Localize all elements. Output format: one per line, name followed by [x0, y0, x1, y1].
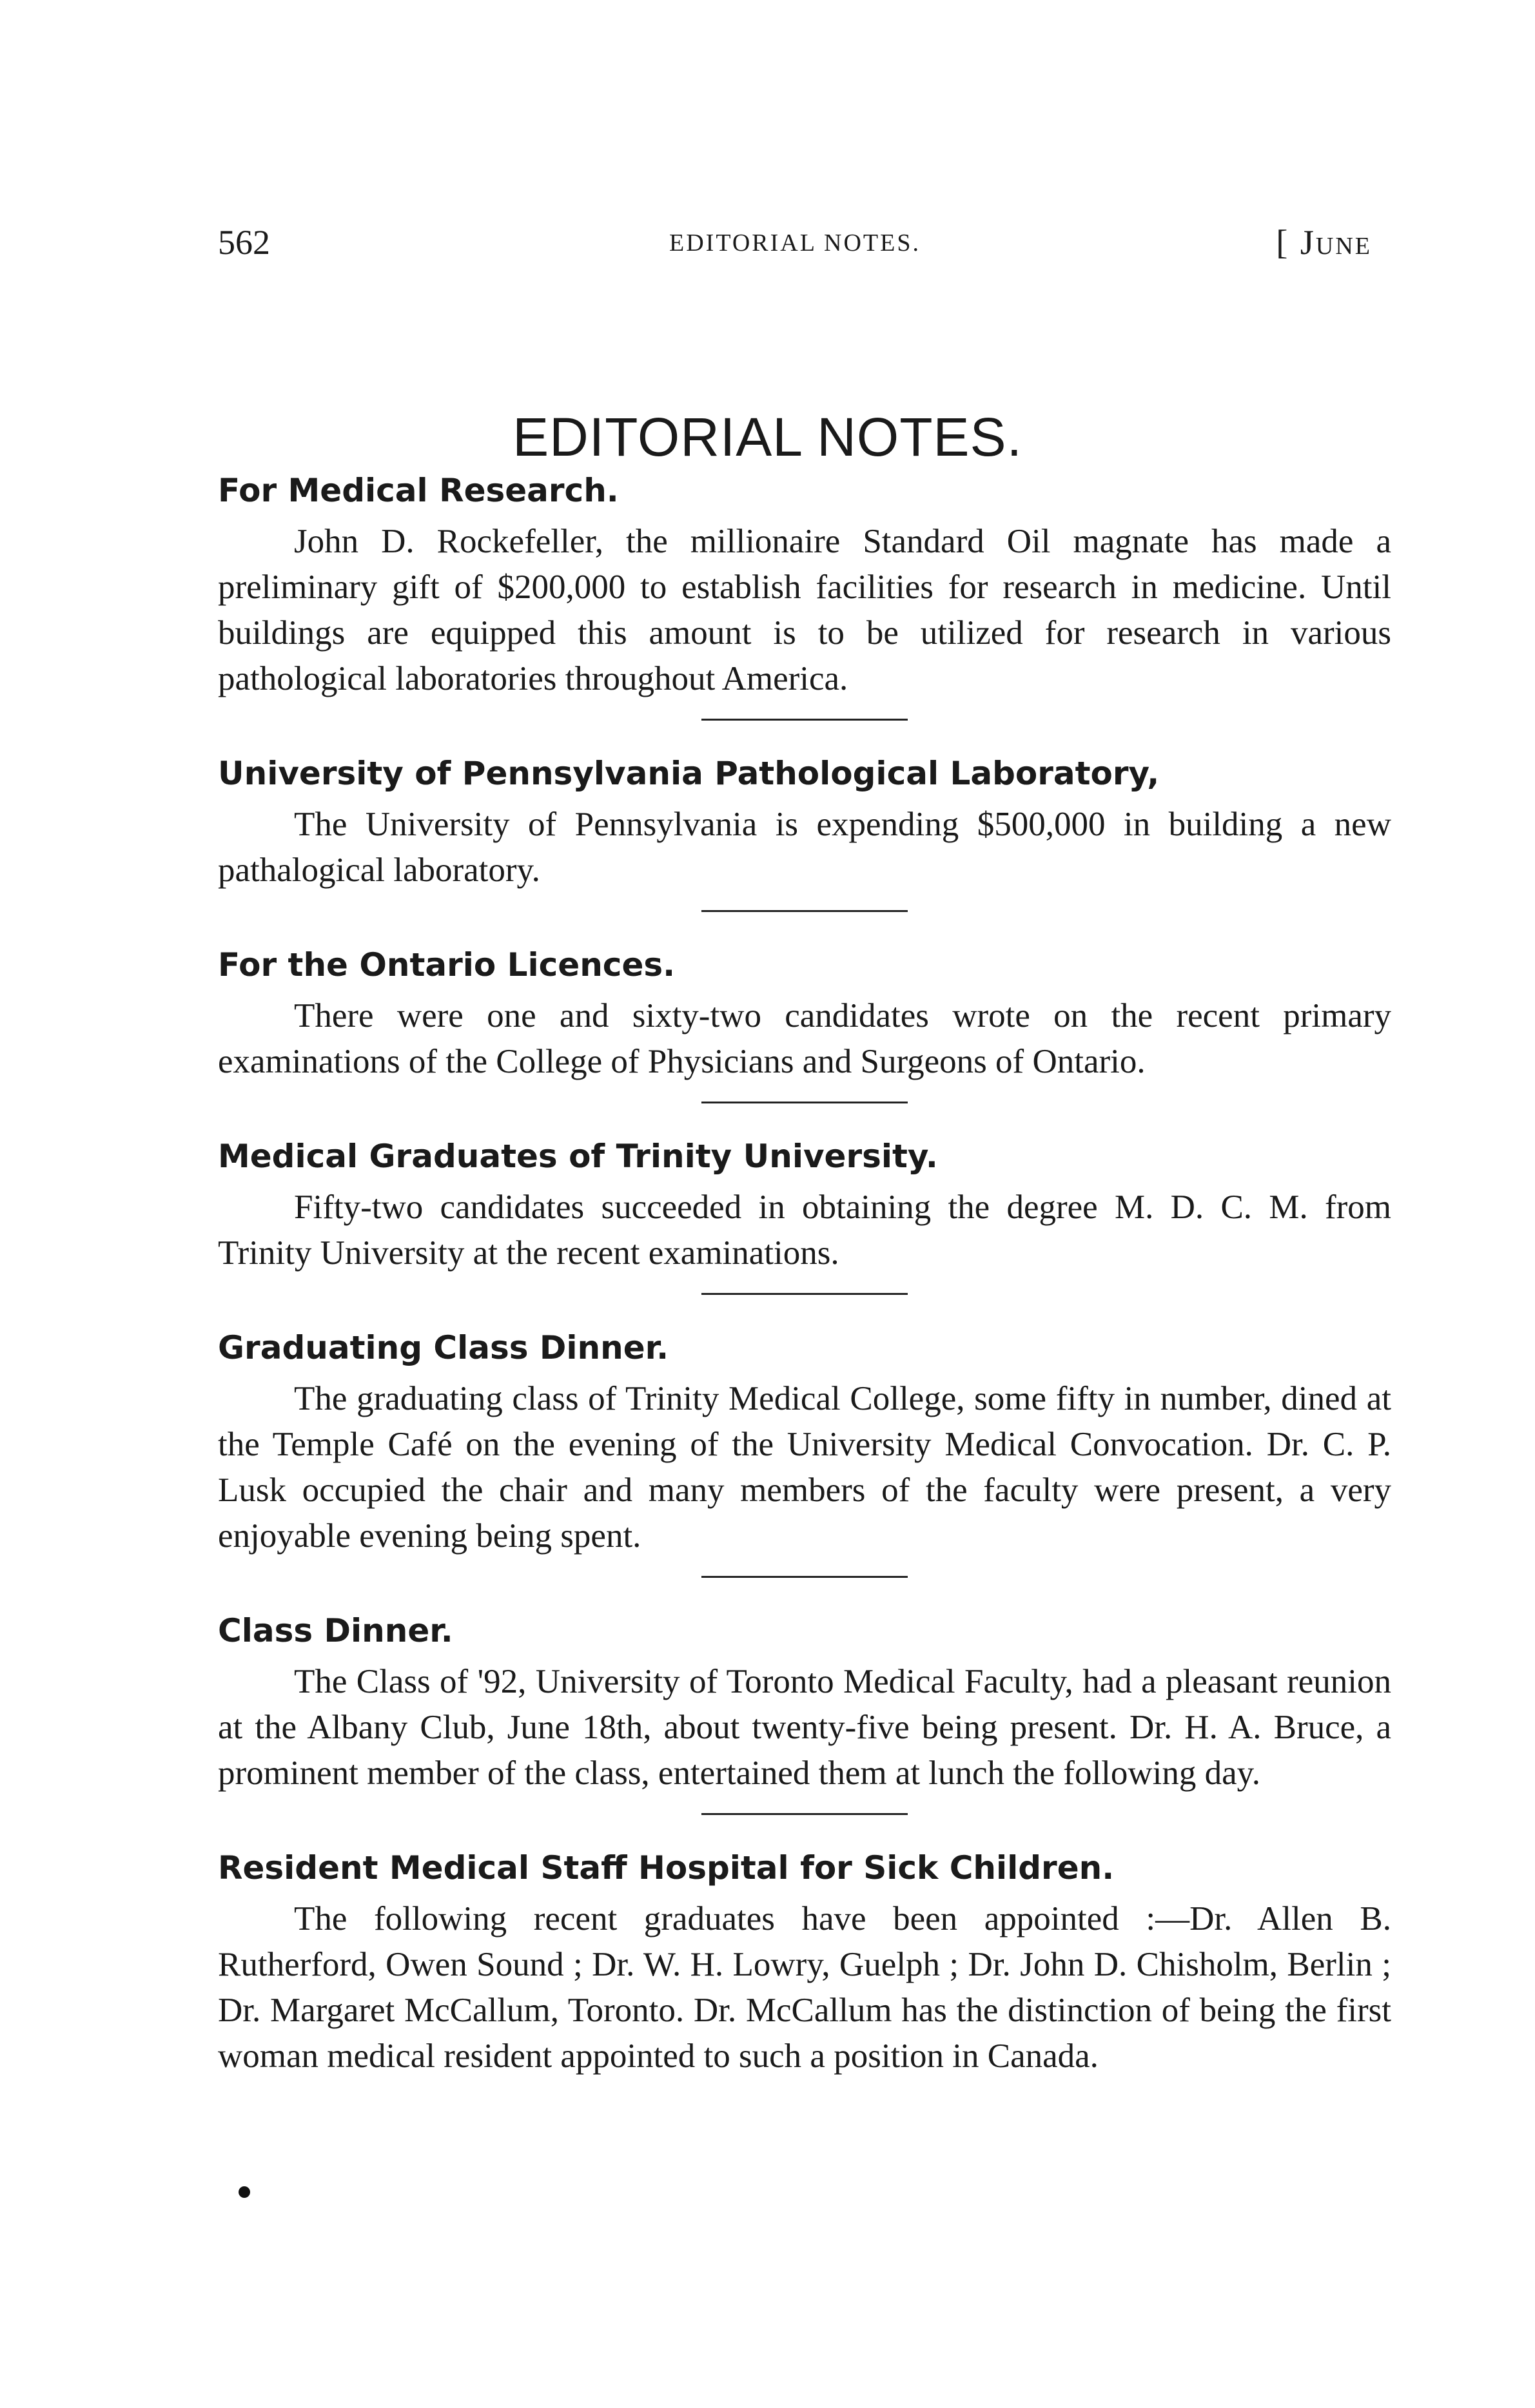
section-divider	[701, 1813, 908, 1815]
running-title: EDITORIAL NOTES.	[669, 229, 921, 257]
running-head	[218, 222, 1372, 274]
section-divider	[701, 1293, 908, 1295]
section-divider	[701, 1576, 908, 1578]
ink-spot	[239, 2186, 250, 2198]
article-heading: For the Ontario Licences.	[218, 946, 676, 984]
article-heading: Graduating Class Dinner.	[218, 1329, 669, 1366]
article-ontario-licences	[218, 942, 1391, 1085]
article-body: The Class of '92, University of Toronto Medical Faculty, had a pleasant reunion at the Albany Club, June 18th, about twenty-five being present. Dr. H. A. Bruce, a prominent member of the class, entertained them at lunch the following day.	[218, 1663, 1391, 1792]
article-heading: Resident Medical Staff Hospital for Sick Children.	[218, 1849, 1115, 1887]
article-body: The University of Pennsylvania is expending $500,000 in building a new pathalogical laboratory.	[218, 806, 1391, 889]
section-divider	[701, 910, 908, 912]
article-body: The following recent graduates have been appointed :—Dr. Allen B. Rutherford, Owen Sound ; Dr. W. H. Lowry, Guelph ; Dr. John D. Chisholm, Berlin ; Dr. Margaret McCallum, Toronto. Dr. McCallum has the distinction of being the first woman medical resident appointed to such a position in Canada.	[218, 1900, 1391, 2075]
article-class-dinner	[218, 1607, 1391, 1796]
running-month: [ June	[1276, 223, 1372, 262]
page-number: 562	[218, 223, 270, 262]
article-body: There were one and sixty-two candidates wrote on the recent primary examinations of the College of Physicians and Surgeons of Ontario.	[218, 997, 1391, 1080]
page-title: EDITORIAL NOTES.	[513, 407, 1022, 467]
section-divider	[701, 719, 908, 721]
article-heading: Class Dinner.	[218, 1612, 453, 1649]
article-heading: Medical Graduates of Trinity University.	[218, 1138, 938, 1175]
article-graduating-dinner	[218, 1325, 1391, 1559]
article-resident-staff	[218, 1845, 1391, 2079]
article-body: John D. Rockefeller, the millionaire Standard Oil magnate has made a preliminary gift of $200,000 to establish facilities for research in medicine. Until buildings are equipped this amount is to be utilized for research in various pathological laboratories throughout America.	[218, 523, 1391, 697]
article-body: Fifty-two candidates succeeded in obtaining the degree M. D. C. M. from Trinity University at the recent examinations.	[218, 1189, 1391, 1272]
article-pennsylvania-laboratory	[218, 750, 1391, 893]
article-list	[218, 467, 1391, 2079]
article-body: The graduating class of Trinity Medical College, some fifty in number, dined at the Temple Café on the evening of the University Medical Convocation. Dr. C. P. Lusk occupied the chair and many members of the faculty were present, a very enjoyable evening being spent.	[218, 1380, 1391, 1555]
article-heading: For Medical Research.	[218, 472, 619, 509]
section-divider	[701, 1102, 908, 1103]
article-medical-research	[218, 467, 1391, 702]
article-heading: University of Pennsylvania Pathological Laboratory,	[218, 755, 1160, 792]
article-trinity-graduates	[218, 1133, 1391, 1276]
